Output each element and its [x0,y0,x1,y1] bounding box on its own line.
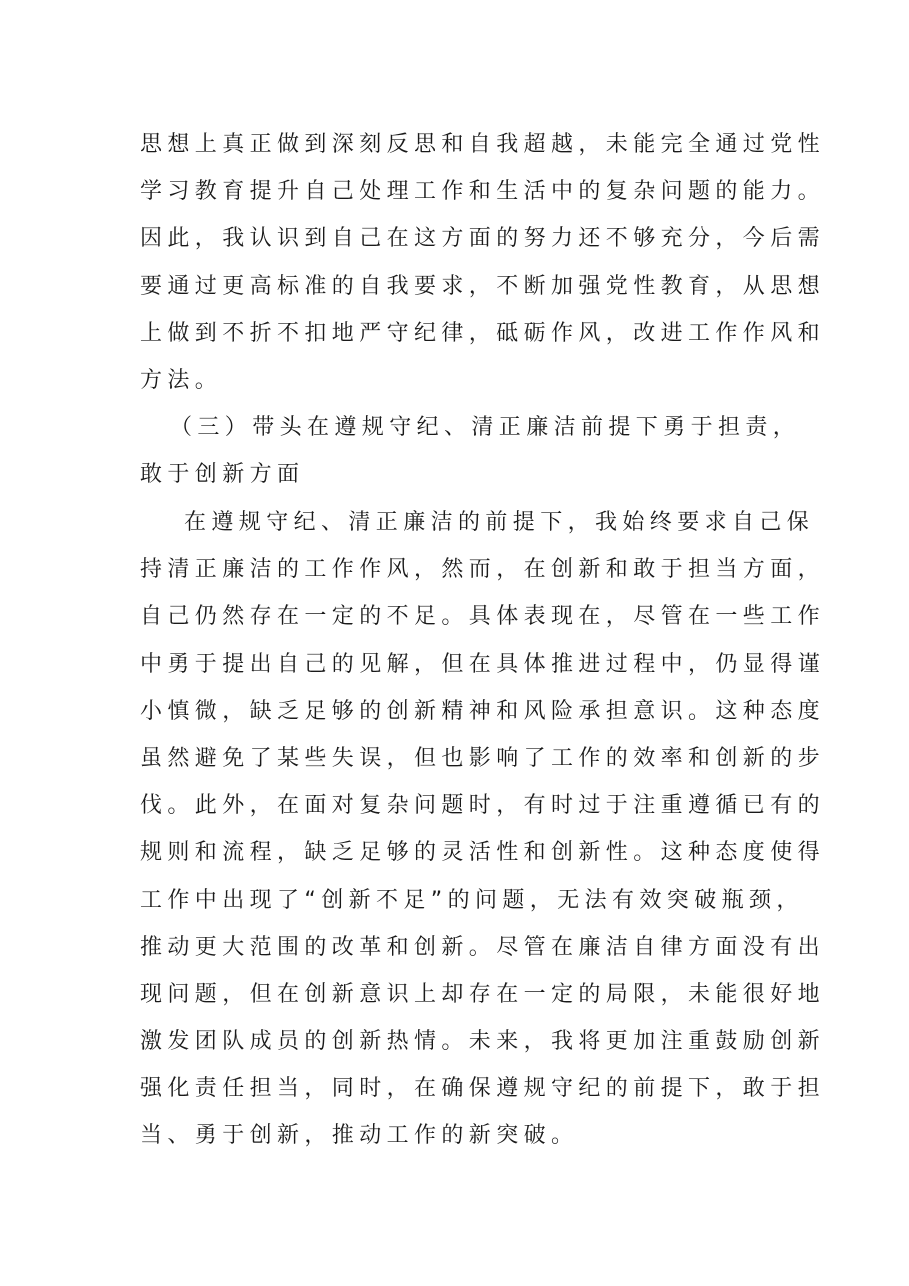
text-line: 中勇于提出自己的见解，但在具体推进过程中，仍显得谨 [140,651,826,677]
text-line: 在遵规守纪、清正廉洁的前提下，我始终要求自己保 [184,510,815,535]
text-line: 规则和流程，缺乏足够的灵活性和创新性。这种态度使得 [140,840,826,866]
section-heading [140,404,801,498]
section-heading-line: （三）带头在遵规守纪、清正廉洁前提下勇于担责， [170,415,801,440]
text-line: 伐。此外，在面对复杂问题时，有时过于注重遵循已有的 [140,793,826,819]
text-line: 小慎微，缺乏足够的创新精神和风险承担意识。这种态度 [140,698,826,724]
text-line: 方法。 [140,367,223,393]
text-line: 工作中出现了“创新不足”的问题，无法有效突破瓶颈， [140,887,804,913]
text-line: 思想上真正做到深刻反思和自我超越，未能完全通过党性 [140,132,826,157]
text-line: 当、勇于创新，推动工作的新突破。 [140,1123,579,1149]
text-line: 因此，我认识到自己在这方面的努力还不够充分，今后需 [140,226,826,252]
text-line: 持清正廉洁的工作作风，然而，在创新和敢于担当方面， [140,557,826,583]
text-line: 激发团队成员的创新热情。未来，我将更加注重鼓励创新 [140,1029,826,1055]
section-heading-line: 敢于创新方面 [140,462,305,488]
text-line: 要通过更高标准的自我要求，不断加强党性教育，从思想 [140,273,826,299]
text-line: 推动更大范围的改革和创新。尽管在廉洁自律方面没有出 [140,934,826,960]
text-line: 现问题，但在创新意识上却存在一定的局限，未能很好地 [140,981,826,1007]
paragraph-self-reflection [140,121,826,404]
paragraph-innovation [140,499,826,1160]
text-line: 自己仍然存在一定的不足。具体表现在，尽管在一些工作 [140,604,826,630]
text-line: 上做到不折不扣地严守纪律，砥砺作风，改进工作作风和 [140,320,826,346]
text-line: 虽然避免了某些失误，但也影响了工作的效率和创新的步 [140,745,826,771]
text-line: 学习教育提升自己处理工作和生活中的复杂问题的能力。 [140,179,826,205]
text-line: 强化责任担当，同时，在确保遵规守纪的前提下，敢于担 [140,1076,826,1102]
